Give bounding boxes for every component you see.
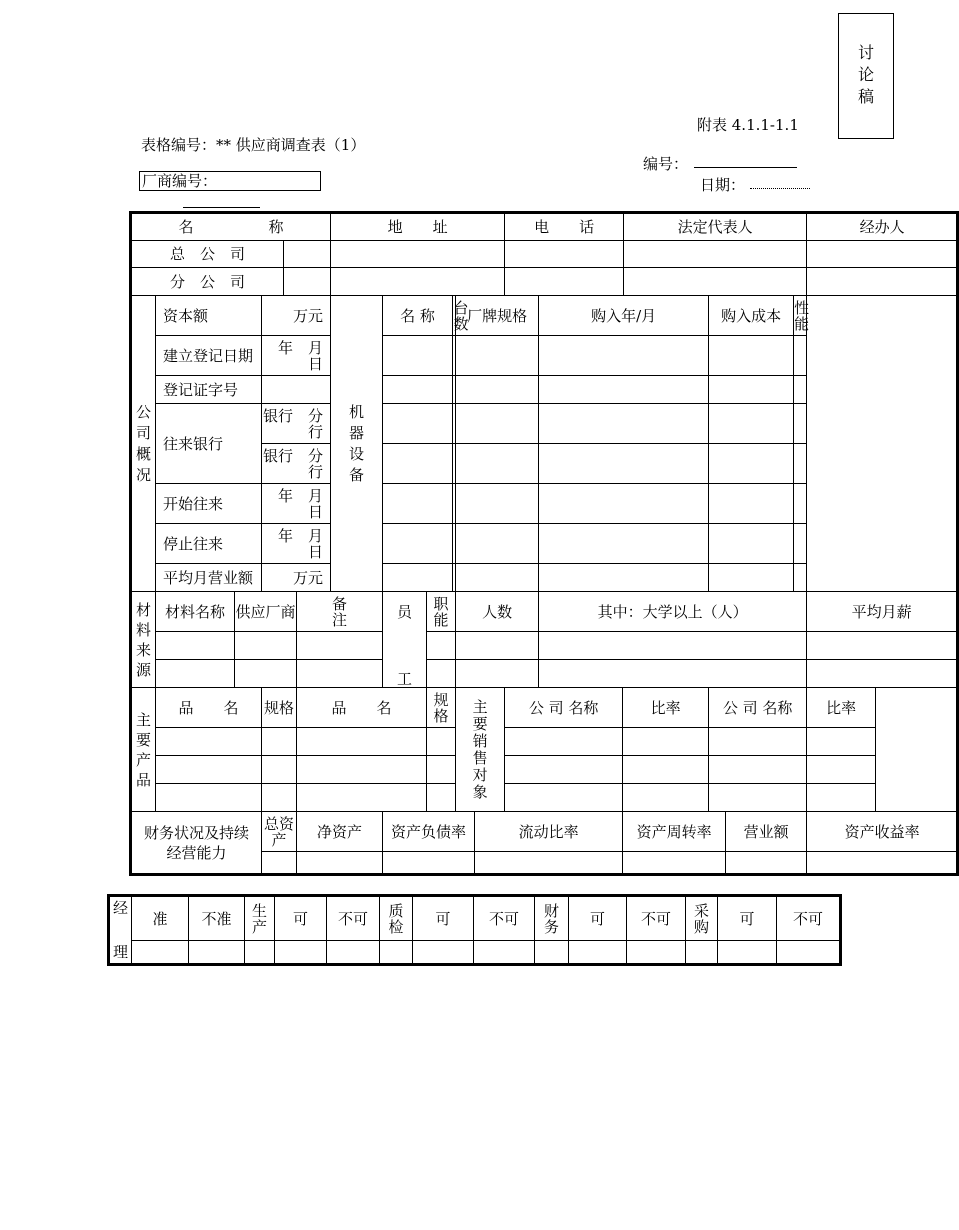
purchasing-label: 采购 xyxy=(686,896,718,941)
finance-cell[interactable] xyxy=(297,852,383,875)
product-cell[interactable] xyxy=(427,784,456,812)
turnover-header: 资产周转率 xyxy=(623,812,726,852)
overview-section-label: 公司概况 xyxy=(131,296,156,592)
equip-cell[interactable] xyxy=(539,484,709,524)
production-ok: 可 xyxy=(275,896,327,941)
sales-cell[interactable] xyxy=(505,756,623,784)
number-label: 编号： xyxy=(643,155,689,173)
stop-value[interactable]: 年 月 日 xyxy=(262,524,331,564)
staff-cell[interactable] xyxy=(807,632,958,660)
equip-qty-header: 台数 xyxy=(453,296,456,336)
equip-cell[interactable] xyxy=(383,404,453,444)
finance-cell[interactable] xyxy=(807,852,958,875)
equip-cell[interactable] xyxy=(794,336,807,376)
sales-cell[interactable] xyxy=(709,756,807,784)
staff-section-top: 员 xyxy=(383,592,427,632)
revenue-header: 营业额 xyxy=(726,812,807,852)
draft-stamp-text: 讨论稿 xyxy=(858,43,875,106)
finance-cell[interactable] xyxy=(623,852,726,875)
hq-address-cell[interactable] xyxy=(331,241,505,268)
approval-cell[interactable] xyxy=(718,941,777,965)
equip-cell[interactable] xyxy=(539,404,709,444)
capital-unit: 万元 xyxy=(262,296,331,336)
header-address: 地 址 xyxy=(331,213,505,241)
avg-revenue-unit: 万元 xyxy=(262,564,331,592)
equipment-section-label: 机器设备 xyxy=(331,296,383,592)
sales-section-label: 主要销售对象 xyxy=(456,688,505,812)
equip-name-header: 名 称 xyxy=(383,296,453,336)
equip-cell[interactable] xyxy=(456,336,539,376)
equip-cell[interactable] xyxy=(709,564,794,592)
equip-cell[interactable] xyxy=(539,524,709,564)
equip-brand-header: 厂牌规格 xyxy=(456,296,539,336)
supplier-header: 供应厂商 xyxy=(235,592,297,632)
approval-cell[interactable] xyxy=(132,941,189,965)
product-cell[interactable] xyxy=(427,728,456,756)
sales-cell[interactable] xyxy=(807,784,876,812)
equip-cost-header: 购入成本 xyxy=(709,296,794,336)
role-header: 职能 xyxy=(427,592,456,632)
finance-ok: 可 xyxy=(569,896,627,941)
stop-label: 停止往来 xyxy=(156,524,262,564)
bank-branch-2[interactable]: 银行 分 行 xyxy=(262,444,331,484)
equip-cell[interactable] xyxy=(539,376,709,404)
equip-cell[interactable] xyxy=(794,524,807,564)
approval-cell[interactable] xyxy=(474,941,535,965)
approval-cell[interactable] xyxy=(189,941,245,965)
equip-cell[interactable] xyxy=(383,444,453,484)
sales-cell[interactable] xyxy=(623,728,709,756)
ratio-header-2: 比率 xyxy=(807,688,876,728)
equip-perf-header: 性 能 xyxy=(794,296,807,336)
product-cell[interactable] xyxy=(297,784,427,812)
reg-date-label: 建立登记日期 xyxy=(156,336,262,376)
branch-legal-rep-cell[interactable] xyxy=(624,268,807,296)
material-cell[interactable] xyxy=(297,632,383,660)
sales-cell[interactable] xyxy=(505,728,623,756)
header-legal-rep: 法定代表人 xyxy=(624,213,807,241)
capital-label: 资本额 xyxy=(156,296,262,336)
approval-cell[interactable] xyxy=(275,941,327,965)
equip-cell[interactable] xyxy=(709,484,794,524)
equip-cell[interactable] xyxy=(456,376,539,404)
qc-not-ok: 不可 xyxy=(474,896,535,941)
equip-cell[interactable] xyxy=(709,376,794,404)
equip-cell[interactable] xyxy=(794,564,807,592)
total-assets-header: 总资产 xyxy=(262,812,297,852)
equip-cell[interactable] xyxy=(456,444,539,484)
form-code-title: 表格编号：** 供应商调查表（1） xyxy=(141,136,366,154)
finance-cell[interactable] xyxy=(262,852,297,875)
equip-cell[interactable] xyxy=(383,376,453,404)
vendor-code-underline xyxy=(183,207,260,208)
sales-cell[interactable] xyxy=(623,756,709,784)
bank-label: 往来银行 xyxy=(156,404,262,484)
finance-cell[interactable] xyxy=(475,852,623,875)
reg-no-value[interactable] xyxy=(262,376,331,404)
approval-cell[interactable] xyxy=(627,941,686,965)
equip-cell[interactable] xyxy=(794,444,807,484)
equip-cell[interactable] xyxy=(456,404,539,444)
product-cell[interactable] xyxy=(156,784,262,812)
product-cell[interactable] xyxy=(262,784,297,812)
ratio-header-1: 比率 xyxy=(623,688,709,728)
vendor-code-label: 厂商编号： xyxy=(142,172,218,190)
reg-no-label: 登记证字号 xyxy=(156,376,262,404)
equip-cell[interactable] xyxy=(709,524,794,564)
equip-cell[interactable] xyxy=(709,336,794,376)
production-label: 生产 xyxy=(245,896,275,941)
purchasing-ok: 可 xyxy=(718,896,777,941)
spec-header-2: 规格 xyxy=(427,688,456,728)
product-cell[interactable] xyxy=(156,756,262,784)
materials-section-label: 材料来源 xyxy=(131,592,156,688)
product-cell[interactable] xyxy=(297,728,427,756)
equip-cell[interactable] xyxy=(539,564,709,592)
sales-cell[interactable] xyxy=(623,784,709,812)
approval-cell[interactable] xyxy=(535,941,569,965)
equip-cell[interactable] xyxy=(709,444,794,484)
customer-header-1: 公 司 名称 xyxy=(505,688,623,728)
finance-label: 财务 xyxy=(535,896,569,941)
equip-cell[interactable] xyxy=(456,484,539,524)
staff-cell[interactable] xyxy=(539,632,807,660)
equip-cell[interactable] xyxy=(539,336,709,376)
finance-cell[interactable] xyxy=(726,852,807,875)
production-not-ok: 不可 xyxy=(327,896,380,941)
material-cell[interactable] xyxy=(297,660,383,688)
header-phone: 电 话 xyxy=(505,213,624,241)
product-cell[interactable] xyxy=(262,756,297,784)
material-cell[interactable] xyxy=(235,632,297,660)
hq-phone-cell[interactable] xyxy=(505,241,624,268)
staff-cell[interactable] xyxy=(456,660,539,688)
hq-legal-rep-cell[interactable] xyxy=(624,241,807,268)
branch-handler-cell[interactable] xyxy=(807,268,958,296)
products-section-label: 主要产品 xyxy=(131,688,156,812)
purchasing-not-ok: 不可 xyxy=(777,896,841,941)
reject-header: 不准 xyxy=(189,896,245,941)
product-cell[interactable] xyxy=(262,728,297,756)
header-name: 名 称 xyxy=(131,213,331,241)
start-value[interactable]: 年 月 日 xyxy=(262,484,331,524)
equip-cell[interactable] xyxy=(383,524,453,564)
draft-stamp xyxy=(838,13,894,139)
equip-purchase-date-header: 购入年/月 xyxy=(539,296,709,336)
branch-address-cell[interactable] xyxy=(331,268,505,296)
hq-label: 总 公 司 xyxy=(131,241,284,268)
finance-cell[interactable] xyxy=(383,852,475,875)
number-field[interactable] xyxy=(694,167,797,168)
equip-cell[interactable] xyxy=(794,376,807,404)
product-cell[interactable] xyxy=(156,728,262,756)
header-handler: 经办人 xyxy=(807,213,958,241)
branch-name-cell[interactable] xyxy=(284,268,331,296)
date-label: 日期： xyxy=(700,176,746,194)
staff-cell[interactable] xyxy=(456,632,539,660)
current-ratio-header: 流动比率 xyxy=(475,812,623,852)
equip-cell[interactable] xyxy=(794,484,807,524)
reg-date-value[interactable]: 年 月 日 xyxy=(262,336,331,376)
debt-ratio-header: 资产负债率 xyxy=(383,812,475,852)
equip-cell[interactable] xyxy=(383,564,453,592)
sales-cell[interactable] xyxy=(807,756,876,784)
vendor-code-box[interactable] xyxy=(139,171,321,191)
staff-cell[interactable] xyxy=(427,660,456,688)
product-name-header-2: 品 名 xyxy=(297,688,427,728)
product-cell[interactable] xyxy=(297,756,427,784)
material-cell[interactable] xyxy=(235,660,297,688)
salary-header: 平均月薪 xyxy=(807,592,958,632)
sales-cell[interactable] xyxy=(807,728,876,756)
approval-cell[interactable] xyxy=(245,941,275,965)
equip-cell[interactable] xyxy=(539,444,709,484)
staff-cell[interactable] xyxy=(427,632,456,660)
approval-table xyxy=(107,894,842,966)
approve-header: 准 xyxy=(132,896,189,941)
finance-section-label: 财务状况及持续经营能力 xyxy=(131,812,262,875)
staff-cell[interactable] xyxy=(807,660,958,688)
equip-cell[interactable] xyxy=(456,524,539,564)
qc-ok: 可 xyxy=(413,896,474,941)
remark-header: 备注 xyxy=(297,592,383,632)
staff-section-bottom: 工 xyxy=(383,660,427,688)
college-header: 其中：大学以上（人） xyxy=(539,592,807,632)
equip-cell[interactable] xyxy=(709,404,794,444)
qc-label: 质检 xyxy=(380,896,413,941)
branch-phone-cell[interactable] xyxy=(505,268,624,296)
staff-cell[interactable] xyxy=(539,660,807,688)
product-cell[interactable] xyxy=(427,756,456,784)
material-name-header: 材料名称 xyxy=(156,592,235,632)
material-cell[interactable] xyxy=(156,632,235,660)
customer-header-2: 公 司 名称 xyxy=(709,688,807,728)
bank-branch-1[interactable]: 银行 分 行 xyxy=(262,404,331,444)
approval-cell[interactable] xyxy=(686,941,718,965)
spec-header-1: 规格 xyxy=(262,688,297,728)
equip-cell[interactable] xyxy=(383,336,453,376)
avg-revenue-label: 平均月营业额 xyxy=(156,564,262,592)
net-assets-header: 净资产 xyxy=(297,812,383,852)
material-cell[interactable] xyxy=(156,660,235,688)
equip-cell[interactable] xyxy=(456,564,539,592)
hq-handler-cell[interactable] xyxy=(807,241,958,268)
count-header: 人数 xyxy=(456,592,539,632)
branch-label: 分 公 司 xyxy=(131,268,284,296)
manager-label: 经 理 xyxy=(109,896,132,965)
sales-cell[interactable] xyxy=(505,784,623,812)
equip-cell[interactable] xyxy=(383,484,453,524)
product-name-header-1: 品 名 xyxy=(156,688,262,728)
finance-not-ok: 不可 xyxy=(627,896,686,941)
start-label: 开始往来 xyxy=(156,484,262,524)
approval-cell[interactable] xyxy=(413,941,474,965)
approval-cell[interactable] xyxy=(380,941,413,965)
sales-cell[interactable] xyxy=(709,784,807,812)
roa-header: 资产收益率 xyxy=(807,812,958,852)
sales-cell[interactable] xyxy=(709,728,807,756)
approval-cell[interactable] xyxy=(777,941,841,965)
supplier-survey-table xyxy=(129,211,959,876)
equip-cell[interactable] xyxy=(794,404,807,444)
staff-section-mid xyxy=(383,632,427,660)
attachment-number: 附表 4.1.1-1.1 xyxy=(697,116,799,134)
date-field[interactable] xyxy=(750,188,810,189)
approval-cell[interactable] xyxy=(569,941,627,965)
approval-cell[interactable] xyxy=(327,941,380,965)
hq-name-cell[interactable] xyxy=(284,241,331,268)
